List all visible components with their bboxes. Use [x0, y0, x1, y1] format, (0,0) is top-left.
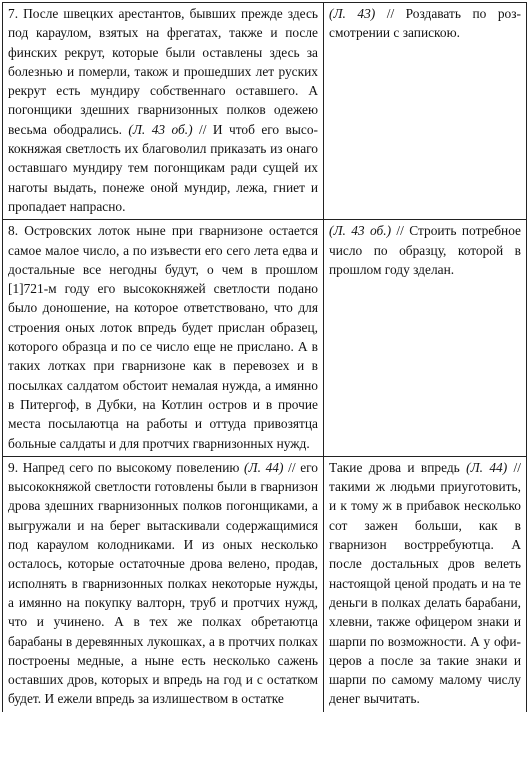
text-span: // Роздавать по розсмотрении с запискою. — [329, 6, 522, 41]
row-9-resolution-cell — [324, 456, 527, 711]
row-8-resolution-cell — [324, 220, 527, 457]
row-7-text-cell — [3, 3, 324, 220]
row-7-resolution-cell — [324, 3, 527, 220]
text-span: // его высококняжой светлости готовлены были в гварнизон дрова здешних гварнизонных полков погонщиками, а выгружали и на берег вытаскивали содержащимися под караулом колодниками. И из оных несколько осталось, которые остаточные дрова велено, продав, исполнять в гварнизонных полках некоторые нужды, а имянно на покупку валторн, труб и протчих нужд, что и учинено. А в тех же полках обретаютца барабаны в деревянных лукошках, а в протчих полках построены медные, а ныне есть несколько сажень оставших дров, которых и впредь на год и с остатком будет. И ежели впредь за излишеством в остатке — [8, 459, 318, 707]
folio-reference: (Л. 43 об.) — [329, 223, 392, 239]
text-span: // такими ж людьми приуготовить, и к тому ж в прибавок несколько сот зажен больши, как в гварнизон вострребуютца. А после достальных дров велеть настоящой ценой продать и на те деньги в полках делать барабани, хлевни, также офицером знаки и шарпи по возможности. А у офицеров а после за такие знаки и шарпи по самому малому числу денег вычитать. — [329, 459, 521, 707]
table-row-8 — [3, 220, 527, 457]
text-span: // Строить потребное число по образцу, которой в прошлом году зделан. — [329, 223, 521, 277]
text-span: 7. После швецких арестантов, бывших прежде здесь под караулом, взятых на фрегатах, также и после финских рекрут, которые были оставлены здесь за болезнью и померли, також и прошедших лет руских рекрут есть мундиру собственнаго оставшего. А погонщики здешних гварнизонных полков одежею весьма ободрались. — [8, 6, 318, 137]
folio-reference: (Л. 44) — [244, 459, 284, 475]
folio-reference: (Л. 44) — [466, 459, 508, 475]
table-row-7 — [3, 3, 527, 220]
folio-reference: (Л. 43 об.) — [128, 121, 193, 137]
folio-reference: (Л. 43) — [329, 6, 376, 21]
text-span: 9. Напред сего по высокому повелению — [8, 459, 245, 475]
text-span: Такие дрова и впредь — [329, 459, 467, 475]
text-span: 8. Островских лоток ныне при гварнизоне остается самое малое число, а по изъвести его сего лета едва и достальные все негодны будут, о чем в прошлом [1]721-м году его высококняжей светлости подано было доношение, на которое ответствовано, что для строения оных лоток впредь будет прислан образец, которого образца и по се число еще не прислано. А в таких лотках при гварнизоне как в перевозех и в посылках салдатом обстоит немалая нужда, а имянно в Питергоф, в Дубки, на Котлин остров и в прочие места посылаютца на работы и оттуда привозятца больные салдаты и для протчих гварнизонных нужд. — [8, 223, 318, 451]
two-column-table — [2, 2, 527, 712]
document-page — [2, 2, 522, 770]
row-8-text-cell — [3, 220, 324, 457]
table-row-9 — [3, 456, 527, 711]
row-9-text-cell — [3, 456, 324, 711]
text-span: // И чтоб его высококняжая светлость их благоволил приказать из онаго оставшаго мундиру тем погонщикам ради сущей их наготы выдать, понеже оной мундир, лежа, гниет и пропадает напрасно. — [8, 121, 318, 214]
